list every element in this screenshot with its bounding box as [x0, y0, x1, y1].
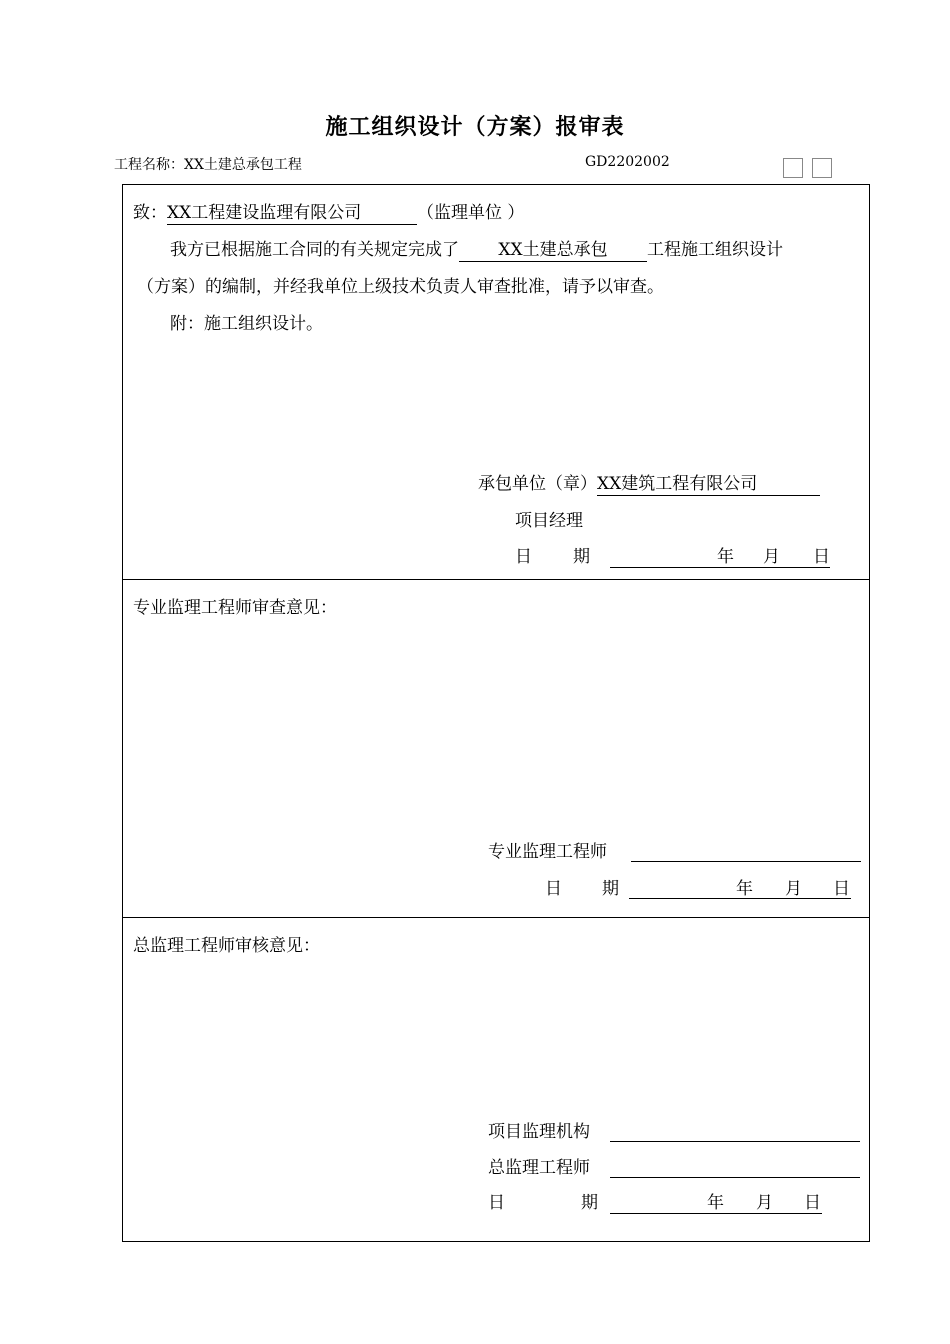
addressee-row: [133, 205, 524, 225]
date-label-3a: 日: [488, 1193, 505, 1213]
chief-review-section: [123, 918, 869, 1241]
project-label: 工程名称：: [114, 157, 184, 173]
document-code: GD2202002: [585, 154, 670, 170]
day-label-1: 日: [813, 547, 830, 567]
year-label-3: 年: [707, 1193, 724, 1213]
date-label-2a: 日: [545, 879, 562, 899]
date-label-3b: 期: [581, 1193, 598, 1213]
date-line-3[interactable]: [610, 1213, 822, 1214]
chief-engineer-line[interactable]: [610, 1177, 860, 1178]
contractor-name[interactable]: XX建筑工程有限公司: [597, 476, 820, 496]
body-line-1: [170, 242, 783, 262]
form-title: 施工组织设计（方案）报审表: [325, 114, 625, 140]
chief-review-heading: 总监理工程师审核意见：: [133, 936, 320, 956]
specialist-review-section: [123, 580, 869, 918]
chief-engineer-label: 总监理工程师: [488, 1158, 590, 1178]
specialist-review-heading: 专业监理工程师审查意见：: [133, 598, 337, 618]
body-line-2: （方案）的编制，并经我单位上级技术负责人审查批准，请予以审查。: [137, 277, 664, 297]
month-label-1: 月: [763, 547, 780, 567]
contractor-row: [478, 476, 820, 496]
attachment-note: 附：施工组织设计。: [170, 314, 323, 334]
year-label-1: 年: [717, 547, 734, 567]
submission-section: [123, 185, 869, 580]
month-label-2: 月: [785, 879, 802, 899]
date-label-1b: 期: [573, 547, 590, 567]
supervision-org-label: 项目监理机构: [488, 1122, 590, 1142]
supervision-org-line[interactable]: [610, 1141, 860, 1142]
day-label-3: 日: [804, 1193, 821, 1213]
to-label: 致：: [133, 203, 167, 223]
supervisor-suffix: （监理单位 ）: [417, 203, 525, 223]
project-name-row: [114, 154, 302, 174]
body-text-1: 我方已根据施工合同的有关规定完成了: [170, 240, 459, 260]
specialist-engineer-label: 专业监理工程师: [488, 842, 607, 862]
review-form: [122, 184, 870, 1242]
contractor-label: 承包单位（章）: [478, 474, 597, 494]
code-box[interactable]: [812, 158, 832, 178]
year-label-2: 年: [736, 879, 753, 899]
day-label-2: 日: [833, 879, 850, 899]
project-manager-label: 项目经理: [515, 511, 583, 531]
date-line-1[interactable]: [610, 567, 830, 568]
project-name: XX土建总承包工程: [184, 157, 302, 173]
date-label-2b: 期: [602, 879, 619, 899]
body-project-name[interactable]: XX土建总承包: [459, 242, 647, 262]
body-text-2: 工程施工组织设计: [647, 240, 783, 260]
code-box[interactable]: [783, 158, 803, 178]
date-label-1a: 日: [515, 547, 532, 567]
specialist-engineer-line[interactable]: [631, 861, 861, 862]
month-label-3: 月: [756, 1193, 773, 1213]
supervisor-company[interactable]: XX工程建设监理有限公司: [167, 205, 417, 225]
